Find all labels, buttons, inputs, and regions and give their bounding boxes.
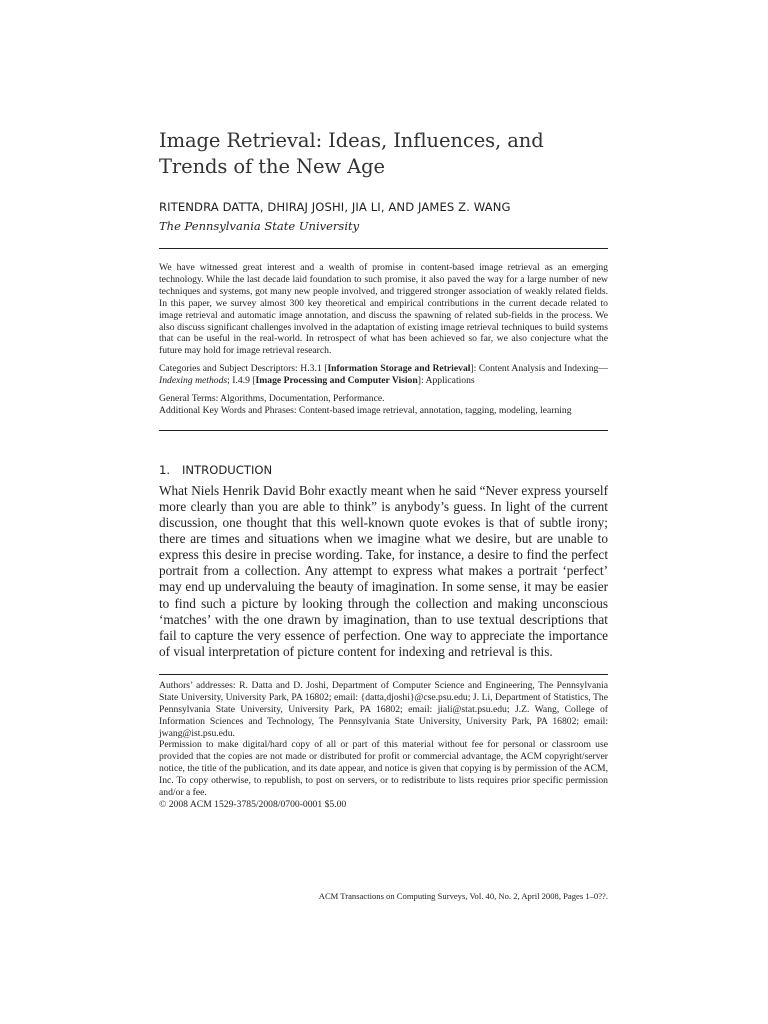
- introduction-paragraph: What Niels Henrik David Bohr exactly meant when he said “Never express yourself more clearly than you are able to think” is anybody’s guess. In light of the current discussion, one thought that this well-known quote evokes is that of subtle irony; there are times and situations when we imagine what we desire, but are unable to express this desire in precise wording. Take, for instance, a desire to find the perfect portrait from a collection. Any attempt to express what makes a portrait ‘perfect’ may end up undervaluing the beauty of imagination. In some sense, it may be easier to find such a picture by looking through the collection and making unconscious ‘matches’ with the one drawn by imagination, than to use textual descriptions that fail to capture the very essence of perfection. One way to appreciate the importance of visual interpretation of picture content for indexing and retrieval is this.: [159, 482, 608, 659]
- section-heading: [159, 463, 608, 477]
- footnote-divider: [159, 674, 608, 675]
- abstract-divider: [159, 430, 608, 431]
- affiliation: The Pennsylvania State University: [159, 219, 360, 233]
- authors-addresses: Authors’ addresses: R. Datta and D. Joshi, Department of Computer Science and Engineering, The Pennsylvania State University, University Park, PA 16802; email: {datta,djoshi}@cse.psu.edu; J. Li, Department of Statistics, The Pennsylvania State University, University Park, PA 16802; email: jiali@stat.psu.edu; J.Z. Wang, College of Information Sciences and Technology, The Pennsylvania State University, University Park, PA 16802; email: jwang@ist.psu.edu.: [159, 679, 608, 739]
- abstract-block: [159, 262, 608, 417]
- categories-descriptors: [159, 363, 608, 387]
- permission-notice: Permission to make digital/hard copy of all or part of this material without fee for personal or classroom use provided that the copies are not made or distributed for profit or commercial advantage, the ACM copyright/server notice, the title of the publication, and its date appear, and notice is given that copying is by permission of the ACM, Inc. To copy otherwise, to republish, to post on servers, or to redistribute to lists requires prior specific permission and/or a fee.: [159, 739, 608, 799]
- abstract-text: We have witnessed great interest and a wealth of promise in content-based image retrieval as an emerging technology. While the last decade laid foundation to such promise, it also paved the way for a large number of new techniques and systems, got many new people involved, and triggered stronger association of weakly related fields. In this paper, we survey almost 300 key theoretical and empirical contributions in the current decade related to image retrieval and automatic image annotation, and discuss the spawning of related sub-fields in the process. We also discuss significant challenges involved in the adaptation of existing image retrieval techniques to build systems that can be useful in the real-world. In retrospect of what has been achieved so far, we also conjecture what the future may hold for image retrieval research.: [159, 262, 608, 357]
- copyright-line: © 2008 ACM 1529-3785/2008/0700-0001 $5.00: [159, 798, 347, 810]
- categories-mid1: ]: Content Analysis and Indexing—: [470, 363, 608, 375]
- additional-keywords: Additional Key Words and Phrases: Content-based image retrieval, annotation, tagging, modeling, learning: [159, 404, 572, 416]
- categories-suffix: ]: Applications: [417, 375, 475, 387]
- general-terms: General Terms: Algorithms, Documentation, Performance.: [159, 393, 385, 405]
- footnote-block: [159, 680, 608, 811]
- section-title: INTRODUCTION: [182, 462, 273, 477]
- category-information-storage: Information Storage and Retrieval: [327, 363, 471, 375]
- subcategory-indexing: Indexing methods: [159, 375, 228, 387]
- journal-footer: ACM Transactions on Computing Surveys, Vol. 40, No. 2, April 2008, Pages 1–0??.: [318, 891, 608, 901]
- section-number: 1.: [159, 462, 171, 477]
- categories-prefix: Categories and Subject Descriptors: H.3.1 [: [159, 363, 328, 375]
- top-divider: [159, 248, 608, 249]
- category-image-processing: Image Processing and Computer Vision: [255, 375, 418, 387]
- terms-block: [159, 393, 608, 417]
- paper-title: Image Retrieval: Ideas, Influences, and Trends of the New Age: [159, 129, 544, 178]
- author-list: RITENDRA DATTA, DHIRAJ JOSHI, JIA LI, AND JAMES Z. WANG: [159, 200, 511, 214]
- categories-mid2: ; I.4.9 [: [227, 375, 256, 387]
- paper-page: [159, 128, 608, 811]
